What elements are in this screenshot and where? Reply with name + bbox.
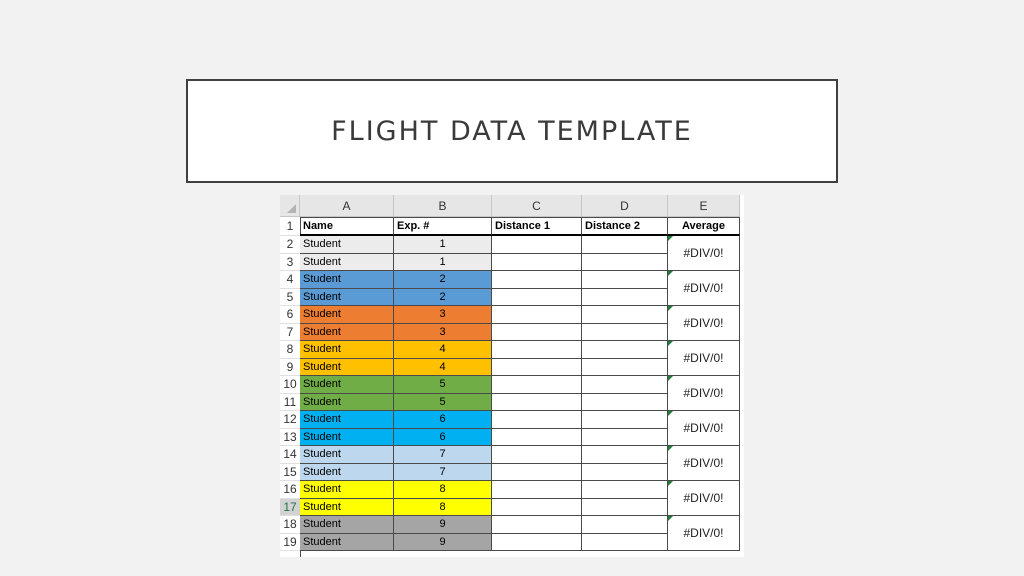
distance1-cell[interactable] — [492, 254, 582, 272]
exp-number-cell[interactable]: 5 — [394, 376, 492, 394]
distance2-cell[interactable] — [582, 394, 668, 412]
row-header-19[interactable]: 19 — [280, 534, 300, 552]
row-header-7[interactable]: 7 — [280, 324, 300, 342]
header-name-cell[interactable]: Name — [300, 217, 394, 236]
exp-number-cell[interactable]: 8 — [394, 499, 492, 517]
name-cell[interactable]: Student — [300, 499, 394, 517]
name-cell[interactable]: Student — [300, 429, 394, 447]
row-header-5[interactable]: 5 — [280, 289, 300, 307]
distance1-cell[interactable] — [492, 499, 582, 517]
row-header-6[interactable]: 6 — [280, 306, 300, 324]
row-header-4[interactable]: 4 — [280, 271, 300, 289]
distance2-cell[interactable] — [582, 481, 668, 499]
exp-number-cell[interactable]: 5 — [394, 394, 492, 412]
header-exp-cell[interactable]: Exp. # — [394, 217, 492, 236]
select-all-icon — [287, 204, 296, 213]
name-cell[interactable]: Student — [300, 446, 394, 464]
average-value: #DIV/0! — [683, 246, 724, 260]
exp-number-cell[interactable]: 6 — [394, 411, 492, 429]
title-box — [186, 79, 838, 183]
exp-number-cell[interactable]: 9 — [394, 516, 492, 534]
row-header-8[interactable]: 8 — [280, 341, 300, 359]
distance1-cell[interactable] — [492, 341, 582, 359]
distance1-cell[interactable] — [492, 429, 582, 447]
row-header-3[interactable]: 3 — [280, 254, 300, 272]
exp-number-cell[interactable]: 1 — [394, 236, 492, 254]
exp-number-cell[interactable]: 2 — [394, 271, 492, 289]
distance2-cell[interactable] — [582, 341, 668, 359]
exp-number-cell[interactable]: 6 — [394, 429, 492, 447]
error-flag-icon — [668, 306, 673, 311]
distance1-cell[interactable] — [492, 516, 582, 534]
distance1-cell[interactable] — [492, 481, 582, 499]
average-cell[interactable] — [668, 411, 740, 446]
name-cell[interactable]: Student — [300, 394, 394, 412]
distance1-cell[interactable] — [492, 534, 582, 552]
distance2-cell[interactable] — [582, 429, 668, 447]
distance1-cell[interactable] — [492, 271, 582, 289]
distance2-cell[interactable] — [582, 534, 668, 552]
distance1-cell[interactable] — [492, 446, 582, 464]
row-header-12[interactable]: 12 — [280, 411, 300, 429]
name-cell[interactable]: Student — [300, 376, 394, 394]
distance1-cell[interactable] — [492, 289, 582, 307]
row-header-10[interactable]: 10 — [280, 376, 300, 394]
exp-number-cell[interactable]: 1 — [394, 254, 492, 272]
spreadsheet — [280, 195, 744, 557]
average-value: #DIV/0! — [683, 491, 724, 505]
exp-number-cell[interactable]: 4 — [394, 359, 492, 377]
average-cell[interactable] — [668, 376, 740, 411]
name-cell[interactable]: Student — [300, 359, 394, 377]
name-cell[interactable]: Student — [300, 341, 394, 359]
average-value: #DIV/0! — [683, 386, 724, 400]
error-flag-icon — [668, 271, 673, 276]
average-value: #DIV/0! — [683, 281, 724, 295]
average-cell[interactable] — [668, 271, 740, 306]
distance2-cell[interactable] — [582, 464, 668, 482]
name-cell[interactable]: Student — [300, 271, 394, 289]
distance1-cell[interactable] — [492, 306, 582, 324]
average-value: #DIV/0! — [683, 316, 724, 330]
distance2-cell[interactable] — [582, 446, 668, 464]
average-value: #DIV/0! — [683, 526, 724, 540]
header-average-cell[interactable]: Average — [668, 217, 740, 236]
row-header-11[interactable]: 11 — [280, 394, 300, 412]
row-header-14[interactable]: 14 — [280, 446, 300, 464]
exp-number-cell[interactable]: 7 — [394, 446, 492, 464]
distance1-cell[interactable] — [492, 411, 582, 429]
column-header-c[interactable]: C — [492, 195, 582, 217]
slide-title: FLIGHT DATA TEMPLATE — [331, 115, 693, 147]
error-flag-icon — [668, 481, 673, 486]
name-cell[interactable]: Student — [300, 411, 394, 429]
distance2-cell[interactable] — [582, 254, 668, 272]
average-cell[interactable] — [668, 481, 740, 516]
distance2-cell[interactable] — [582, 516, 668, 534]
average-cell[interactable] — [668, 341, 740, 376]
distance2-cell[interactable] — [582, 359, 668, 377]
average-cell[interactable] — [668, 516, 740, 551]
select-all-corner[interactable] — [280, 195, 300, 217]
name-cell[interactable]: Student — [300, 254, 394, 272]
header-distance2-cell[interactable]: Distance 2 — [582, 217, 668, 236]
row-header-9[interactable]: 9 — [280, 359, 300, 377]
row-header-15[interactable]: 15 — [280, 464, 300, 482]
error-flag-icon — [668, 411, 673, 416]
average-value: #DIV/0! — [683, 421, 724, 435]
name-cell[interactable]: Student — [300, 289, 394, 307]
row-header-18[interactable]: 18 — [280, 516, 300, 534]
average-value: #DIV/0! — [683, 456, 724, 470]
distance2-cell[interactable] — [582, 324, 668, 342]
error-flag-icon — [668, 376, 673, 381]
error-flag-icon — [668, 516, 673, 521]
row-header-16[interactable]: 16 — [280, 481, 300, 499]
row-header-17[interactable]: 17 — [280, 499, 300, 517]
distance2-cell[interactable] — [582, 376, 668, 394]
distance2-cell[interactable] — [582, 289, 668, 307]
column-header-e[interactable]: E — [668, 195, 740, 217]
distance1-cell[interactable] — [492, 324, 582, 342]
exp-number-cell[interactable]: 7 — [394, 464, 492, 482]
name-cell[interactable]: Student — [300, 516, 394, 534]
error-flag-icon — [668, 236, 673, 241]
column-header-b[interactable]: B — [394, 195, 492, 217]
distance1-cell[interactable] — [492, 359, 582, 377]
name-cell[interactable]: Student — [300, 481, 394, 499]
error-flag-icon — [668, 446, 673, 451]
average-cell[interactable] — [668, 446, 740, 481]
average-value: #DIV/0! — [683, 351, 724, 365]
row-header-1[interactable]: 1 — [280, 217, 300, 236]
distance2-cell[interactable] — [582, 306, 668, 324]
name-cell[interactable]: Student — [300, 534, 394, 552]
distance2-cell[interactable] — [582, 411, 668, 429]
average-cell[interactable] — [668, 306, 740, 341]
row-header-13[interactable]: 13 — [280, 429, 300, 447]
distance2-cell[interactable] — [582, 499, 668, 517]
column-header-a[interactable]: A — [300, 195, 394, 217]
exp-number-cell[interactable]: 2 — [394, 289, 492, 307]
average-cell[interactable] — [668, 236, 740, 271]
exp-number-cell[interactable]: 3 — [394, 306, 492, 324]
exp-number-cell[interactable]: 3 — [394, 324, 492, 342]
column-header-d[interactable]: D — [582, 195, 668, 217]
distance1-cell[interactable] — [492, 464, 582, 482]
name-cell[interactable]: Student — [300, 306, 394, 324]
distance1-cell[interactable] — [492, 376, 582, 394]
name-cell[interactable]: Student — [300, 324, 394, 342]
distance2-cell[interactable] — [582, 271, 668, 289]
name-cell[interactable]: Student — [300, 464, 394, 482]
distance2-cell[interactable] — [582, 236, 668, 254]
name-cell[interactable]: Student — [300, 236, 394, 254]
exp-number-cell[interactable]: 8 — [394, 481, 492, 499]
distance1-cell[interactable] — [492, 236, 582, 254]
row-header-2[interactable]: 2 — [280, 236, 300, 254]
exp-number-cell[interactable]: 9 — [394, 534, 492, 552]
distance1-cell[interactable] — [492, 394, 582, 412]
exp-number-cell[interactable]: 4 — [394, 341, 492, 359]
header-distance1-cell[interactable]: Distance 1 — [492, 217, 582, 236]
error-flag-icon — [668, 341, 673, 346]
